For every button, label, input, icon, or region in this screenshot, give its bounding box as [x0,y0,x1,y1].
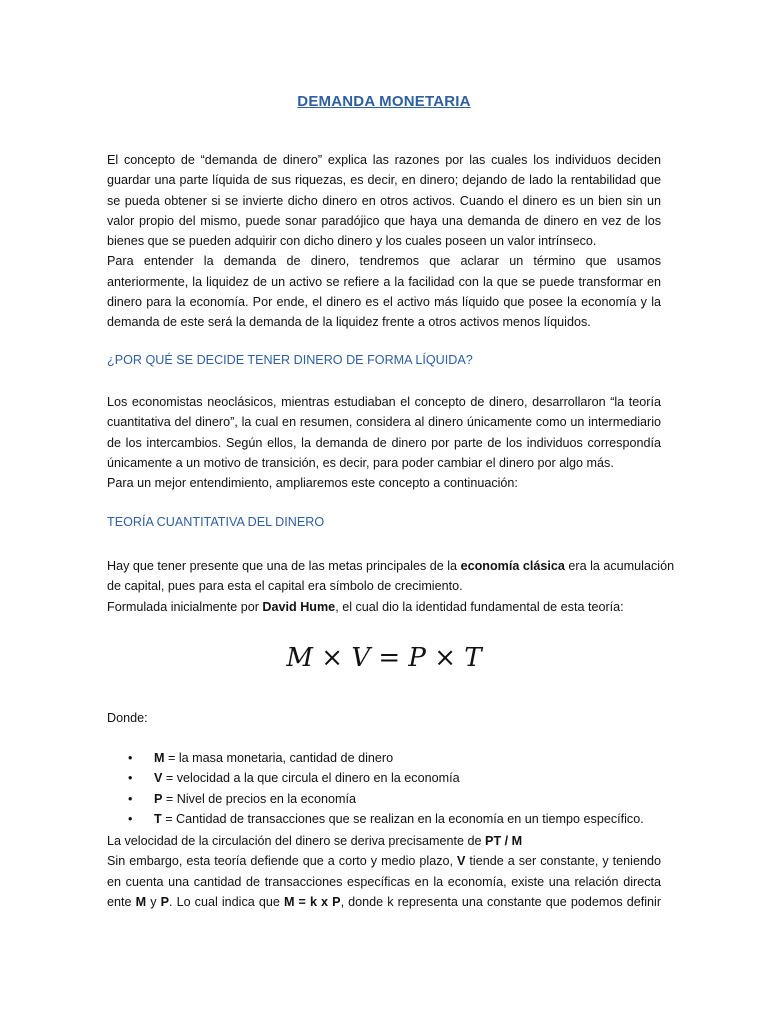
text-line: en cuenta una cantidad de transacciones específicas en la economía, existe una relación directa [107,874,661,889]
paragraph-intro [107,150,661,333]
text-line: Formulada inicialmente por David Hume, el cual dio la identidad fundamental de esta teoría: [107,599,624,614]
variables-list [128,748,644,830]
bold-term: economía clásica [460,559,565,573]
label-donde: Donde: [107,711,148,725]
section-heading-teoria: TEORÍA CUANTITATIVA DEL DINERO [107,515,325,529]
text-line: El concepto de “demanda de dinero” explica las razones por las cuales los individuos deciden [107,153,661,167]
text-line: dinero para la economía. Por ende, el dinero es el activo más líquido que posee la economía y la [107,295,661,310]
document-title: DEMANDA MONETARIA [297,93,471,110]
text-line: bienes que se pueden adquirir con dicho dinero y los cuales poseen un valor intrínseco. [107,234,597,249]
text-line: Los economistas neoclásicos, mientras estudiaban el concepto de dinero, desarrollaron “la teoría [107,395,661,409]
list-item: • P = Nivel de precios en la economía [128,789,644,809]
text-line: se pueda obtener si se invierte dicho dinero en otros activos. Cuando el dinero es un bien sin un [107,193,661,208]
text-line: Para un mejor entendimiento, ampliaremos este concepto a continuación: [107,476,518,491]
text-line: guardar una parte líquida de sus riquezas, es decir, en dinero; dejando de lado la rentabilidad que [107,173,661,188]
list-item: • V = velocidad a la que circula el dinero en la economía [128,768,644,788]
text-line: de los intercambios. Según ellos, la demanda de dinero por parte de los individuos correspondía [107,435,661,450]
equation: M × V = P × T [286,643,482,673]
bold-term: PT / M [485,834,523,848]
list-item: • T = Cantidad de transacciones que se realizan en la economía en un tiempo específico. [128,809,644,829]
text-line: anteriormente, la liquidez de un activo se refiere a la facilidad con la que se puede transformar en [107,274,661,289]
text-line: cuantitativa del dinero”, la cual en resumen, considera al dinero únicamente como un intermediario [107,415,661,430]
text-line: Hay que tener presente que una de las metas principales de la economía clásica era la acumulación [107,559,675,573]
text-line: únicamente a un motivo de transición, es decir, para poder cambiar el dinero por algo más. [107,455,614,470]
section-heading-liquidez: ¿POR QUÉ SE DECIDE TENER DINERO DE FORMA LÍQUIDA? [107,353,473,367]
text-line: demanda de este será la demanda de la liquidez frente a otros activos menos líquidos. [107,315,591,330]
paragraph-velocidad [107,831,661,912]
text-line: de capital, pues para esta el capital era símbolo de crecimiento. [107,579,463,594]
paragraph-neoclasicos [107,392,661,493]
paragraph-teoria [107,556,675,617]
bold-term: David Hume [262,599,336,614]
text-line: Sin embargo, esta teoría defiende que a corto y medio plazo, V tiende a ser constante, y teniendo [107,854,661,869]
text-line: La velocidad de la circulación del dinero se deriva precisamente de PT / M [107,834,523,848]
text-line: valor propio del mismo, puede sonar paradójico que haya una demanda de dinero en vez de los [107,213,661,228]
list-item: • M = la masa monetaria, cantidad de dinero [128,748,644,768]
text-line: ente M y P. Lo cual indica que M = k x P, donde k representa una constante que podemos definir [107,894,662,909]
text-line: Para entender la demanda de dinero, tendremos que aclarar un término que usamos [107,254,661,269]
